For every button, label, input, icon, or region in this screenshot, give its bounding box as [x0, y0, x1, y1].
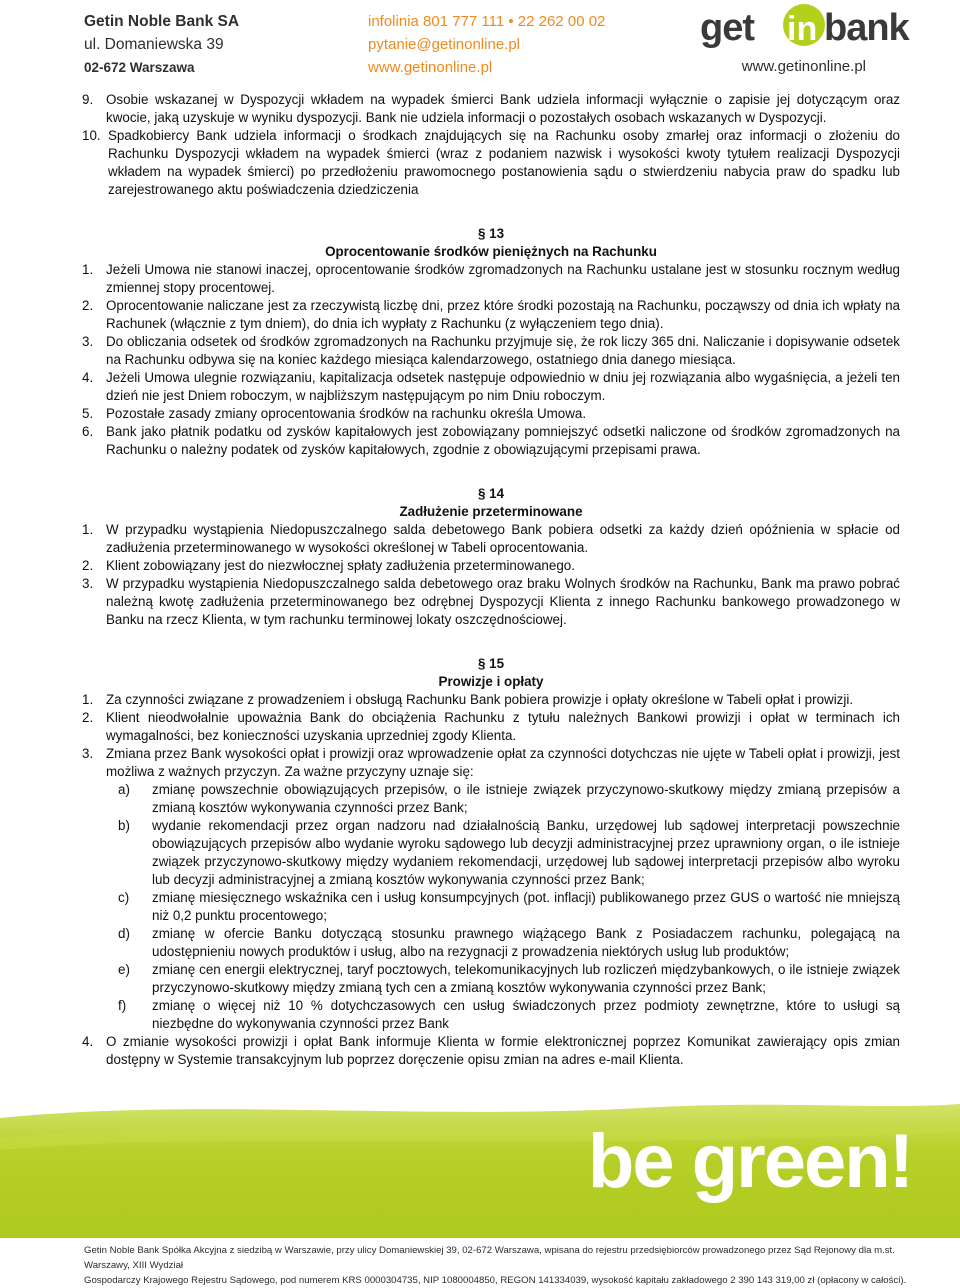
item-text: Jeżeli Umowa ulegnie rozwiązaniu, kapitalizacja odsetek następuje odpowiednio w dniu jej rozwiązania albo wygaśnięcia, a jeżeli ten dzień nie jest Dniem roboczym, w najbliższym następującym po nim Dniu roboczym. — [106, 370, 900, 403]
item-number: 3. — [82, 576, 94, 591]
sub-item — [106, 961, 900, 997]
list-item — [82, 709, 900, 745]
logo-url[interactable]: www.getinonline.pl — [741, 58, 866, 75]
item-number: 3. — [82, 746, 94, 761]
item-text: Do obliczania odsetek od środków zgromadzonych na Rachunku przyjmuje się, że rok liczy 365 dni. Naliczanie i dopisywanie odsetek na Rachunku odbywa się na koniec każdego miesiąca kalendarzowego, ostatniego dnia danego miesiąca. — [106, 334, 900, 367]
item-number: 1. — [82, 522, 94, 537]
section-number: § 15 — [477, 656, 505, 671]
slogan-text: be green! — [587, 1119, 912, 1204]
list-item — [82, 1033, 900, 1069]
item-text: O zmianie wysokości prowizji i opłat Bank informuje Klienta w formie elektronicznej poprzez Komunikat zawierający opis zmian dostępny w Systemie transakcyjnym lub poprzez doręczenie opisu zmian na adres e-mail Klienta. — [106, 1034, 900, 1067]
bank-address-block — [84, 10, 239, 79]
sub-item-letter: c) — [118, 890, 130, 905]
item-text: Zmiana przez Bank wysokości opłat i prowizji oraz wprowadzenie opłat za czynności dotychczas nie ujęte w Tabeli opłat i prowizji, jest możliwa z ważnych przyczyn. Za ważne przyczyny uznaje się: — [106, 746, 900, 779]
list-item — [82, 405, 900, 423]
sub-item-text: zmianę o więcej niż 10 % dotychczasowych cen usług świadczonych przez podmioty zewnętrzne, które to usługi są niezbędne do wykonywania czynności przez Bank — [152, 998, 900, 1031]
list-item — [82, 369, 900, 405]
sub-item — [106, 925, 900, 961]
logo-in: in — [787, 10, 818, 48]
sub-item — [106, 889, 900, 925]
section-number: § 14 — [477, 486, 505, 501]
website-link[interactable]: www.getinonline.pl — [368, 59, 493, 76]
sub-item-text: zmianę cen energii elektrycznej, taryf pocztowych, telekomunikacyjnych lub rozliczeń międzybankowych, o ile istnieje związek przyczynowo-skutkowy między zmianą tych cen a zmianą kosztów wykonywania czynności przez Bank; — [152, 962, 900, 995]
item-number: 2. — [82, 298, 94, 313]
sub-item-text: wydanie rekomendacji przez organ nadzoru nad działalnością Banku, urzędowej lub sądowej interpretacji powszechnie obowiązujących przepisów albo wydanie wyroku sądowego lub decyzji administracyjnej przez uprawniony organ, o ile istnieje związek przyczynowo-skutkowy między wydaniem rekomendacji, urzędowej lub sądowej interpretacji przepisów albo wyroku lub decyzji administracyjnej a zmianą kosztów wykonywania czynności przez Bank; — [152, 818, 900, 887]
bank-street: ul. Domaniewska 39 — [84, 36, 224, 53]
item-text: Klient nieodwołalnie upoważnia Bank do obciążenia Rachunku z tytułu należnych Bankowi prowizji i opłat w terminach ich wymagalności, bez konieczności uzyskania uprzedniej zgody Klienta. — [106, 710, 900, 743]
item-text: Spadkobiercy Bank udziela informacji o środkach znajdujących się na Rachunku osoby zmarłej oraz informacji o złożeniu do Rachunku Dyspozycji wkładem na wypadek śmierci (wraz z podaniem nazwisk i wysokości kwoty tytułem realizacji Dyspozycji wkładem na wypadek śmierci) po przedłożeniu prawomocnego postanowienia sądu o stwierdzeniu nabycia praw do spadku lub zarejestrowanego aktu poświadczenia dziedziczenia — [108, 128, 900, 197]
section-title: Oprocentowanie środków pieniężnych na Rachunku — [325, 244, 657, 259]
list-item — [82, 557, 900, 575]
item-number: 5. — [82, 406, 94, 421]
sub-item — [106, 817, 900, 889]
list-item — [82, 423, 900, 459]
getinbank-logo — [700, 4, 909, 54]
sub-item-letter: f) — [118, 998, 127, 1013]
list-item — [82, 333, 900, 369]
item-text: W przypadku wystąpienia Niedopuszczalnego salda debetowego Bank pobiera odsetki za każdy dzień opóźnienia w spłacie od zadłużenia przeterminowanego w wysokości określonej w Tabeli oprocentowania. — [106, 522, 900, 555]
item-number: 9. — [82, 92, 94, 107]
item-number: 1. — [82, 692, 94, 707]
item-text: Za czynności związane z prowadzeniem i obsługą Rachunku Bank pobiera prowizje i opłaty określone w Tabeli opłat i prowizji. — [106, 692, 854, 707]
sub-item-letter: b) — [118, 818, 130, 833]
list-item — [82, 521, 900, 557]
list-item — [82, 297, 900, 333]
item-text: Klient zobowiązany jest do niezwłocznej spłaty zadłużenia przeterminowanego. — [106, 558, 575, 573]
contact-block — [368, 10, 605, 79]
sub-item-text: zmianę w ofercie Banku dotyczącą stosunku prawnego wiążącego Bank z Posiadaczem rachunku, polegającą na udostępnieniu nowych produktów i usług, albo na rezygnacji z prowadzenia niektórych usług lub produktów; — [152, 926, 900, 959]
logo-get: get — [700, 7, 754, 49]
item-text: W przypadku wystąpienia Niedopuszczalnego salda debetowego oraz braku Wolnych środków na Rachunku, Bank ma prawo pobrać należną kwotę zadłużenia przeterminowanego bez odrębnej Dyspozycji Klienta z innego Rachunku bankowego prowadzonego w Banku na rzecz Klienta, w tym rachunku terminowej lokaty oszczędnościowej. — [106, 576, 900, 627]
section-number: § 13 — [477, 226, 505, 241]
legal-line-2: Gospodarczy Krajowego Rejestru Sądowego, pod numerem KRS 0000304735, NIP 1080004850, REGON 141334039, wysokość kapitału zakładowego 2 390 143 319,00 zł (opłacony w całości). — [84, 1275, 907, 1286]
bank-city: 02-672 Warszawa — [84, 60, 195, 75]
item-text: Osobie wskazanej w Dyspozycji wkładem na wypadek śmierci Bank udziela informacji wyłącznie o zapisie jej dotyczącym oraz kwocie, jaką uzyskuje w wyniku dyspozycji. Bank nie udziela informacji o pozostałych osobach wskazanych w Dyspozycji. — [106, 92, 900, 125]
section-title: Zadłużenie przeterminowane — [399, 504, 583, 519]
sub-item — [106, 997, 900, 1033]
item-number: 4. — [82, 1034, 94, 1049]
sub-item — [106, 781, 900, 817]
sub-item-letter: a) — [118, 782, 130, 797]
item-number: 3. — [82, 334, 94, 349]
sub-item-letter: e) — [118, 962, 130, 977]
item-text: Bank jako płatnik podatku od zysków kapitałowych jest zobowiązany pomniejszyć odsetki naliczone od środków zgromadzonych na Rachunku o należny podatek od zysków kapitałowych, zgodnie z obowiązującymi przepisami prawa. — [106, 424, 900, 457]
sub-item-letter: d) — [118, 926, 130, 941]
sub-item-text: zmianę powszechnie obowiązujących przepisów, o ile istnieje związek przyczynowo-skutkowy między zmianą przepisów a zmianą kosztów wykonywania czynności przez Bank; — [152, 782, 900, 815]
legal-footer — [84, 1243, 914, 1288]
list-item — [82, 91, 900, 127]
section-title: Prowizje i opłaty — [438, 674, 544, 689]
legal-line-1: Getin Noble Bank Spółka Akcyjna z siedzibą w Warszawie, przy ulicy Domaniewskiej 39, 02-672 Warszawa, wpisana do rejestru przedsiębiorców prowadzonego przez Sąd Rejonowy dla m.st. Warszawy, XIII Wydział — [84, 1245, 895, 1271]
item-number: 2. — [82, 558, 94, 573]
email-link[interactable]: pytanie@getinonline.pl — [368, 36, 520, 53]
item-number: 10. — [82, 128, 101, 143]
item-text: Oprocentowanie naliczane jest za rzeczywistą liczbę dni, przez które środki pozostają na Rachunku, począwszy od dnia ich wpłaty na Rachunek (włącznie z tym dniem), do dnia ich wypłaty z Rachunku (z wyłączeniem tego dnia). — [106, 298, 900, 331]
list-item — [82, 575, 900, 629]
list-item — [82, 691, 900, 709]
item-number: 2. — [82, 710, 94, 725]
item-text: Pozostałe zasady zmiany oprocentowania środków na rachunku określa Umowa. — [106, 406, 587, 421]
list-item — [82, 127, 900, 199]
item-text: Jeżeli Umowa nie stanowi inaczej, oprocentowanie środków zgromadzonych na Rachunku ustalane jest w stosunku rocznym według zmiennej stopy procentowej. — [106, 262, 900, 295]
list-item — [82, 745, 900, 781]
item-number: 4. — [82, 370, 94, 385]
sub-item-text: zmianę miesięcznego wskaźnika cen i usług konsumpcyjnych (pot. inflacji) publikowanego przez GUS o wartość nie mniejszą niż 0,2 punktu procentowego; — [152, 890, 900, 923]
infoline-text: infolinia 801 777 111 • 22 262 00 02 — [368, 13, 606, 30]
item-number: 1. — [82, 262, 94, 277]
logo-bank: bank — [824, 7, 909, 49]
item-number: 6. — [82, 424, 94, 439]
bank-name: Getin Noble Bank SA — [84, 13, 240, 30]
document-body — [82, 91, 900, 1069]
list-item — [82, 261, 900, 297]
page-header — [0, 0, 960, 82]
